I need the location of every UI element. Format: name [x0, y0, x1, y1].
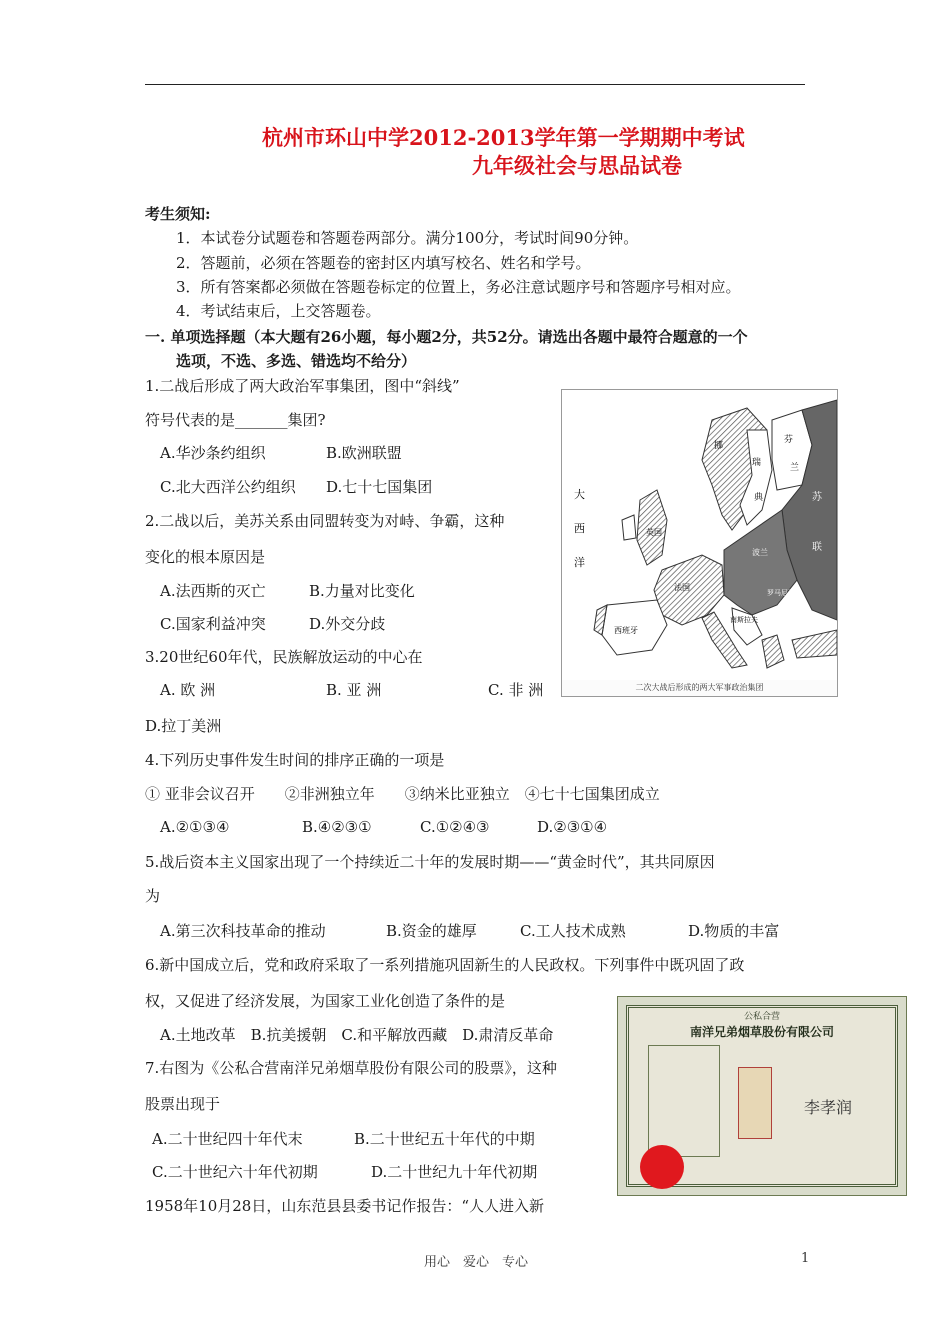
q7-stem: 股票出现于: [145, 1095, 221, 1113]
map-label: 典: [754, 493, 764, 503]
red-seal-stamp: [640, 1145, 684, 1189]
q7-option-c: C.二十世纪六十年代初期: [152, 1163, 318, 1181]
q2-option-a: A.法西斯的灭亡: [160, 582, 266, 600]
europe-map: [562, 390, 837, 680]
map-label: 联: [812, 542, 822, 553]
q3-stem: 3.20世纪60年代，民族解放运动的中心在: [145, 648, 423, 666]
q5-stem: 为: [145, 887, 161, 905]
q4-option-c: C.①②④③: [420, 818, 490, 836]
notice-item: 1．本试卷分试题卷和答题卷两部分。满分100分，考试时间90分钟。: [176, 229, 639, 247]
certificate-left-panel: [648, 1045, 720, 1157]
map-label: 兰: [790, 463, 800, 473]
q3-option-c: C. 非 洲: [488, 681, 544, 699]
page-number: 1: [801, 1251, 810, 1266]
q8-stem-start: 1958年10月28日，山东范县县委书记作报告：“人人进入新: [145, 1197, 545, 1215]
q3-option-a: A. 欧 洲: [160, 681, 216, 699]
q6-stem: 权，又促进了经济发展，为国家工业化创造了条件的是: [145, 992, 506, 1010]
q4-events: ① 亚非会议召开 ②非洲独立年 ③纳米比亚独立 ④七十七国集团成立: [145, 785, 660, 803]
notice-item: 3．所有答案都必须做在答题卷标定的位置上，务必注意试题序号和答题序号相对应。: [176, 278, 741, 296]
q1-option-b: B.欧洲联盟: [326, 444, 402, 462]
exam-title-line2: 九年级社会与思品试卷: [472, 153, 682, 178]
certificate-banner: 公私合营: [743, 1012, 780, 1022]
q4-option-b: B.④②③①: [302, 818, 372, 836]
map-label: 罗马尼亚: [767, 589, 795, 597]
q1-option-a: A.华沙条约组织: [160, 444, 266, 462]
map-label: 波兰: [752, 548, 768, 557]
q2-option-d: D.外交分歧: [309, 615, 386, 633]
map-label: 法国: [674, 583, 690, 592]
map-label: 南斯拉夫: [730, 616, 758, 624]
map-label: 保加利亚: [762, 624, 790, 632]
q5-stem: 5.战后资本主义国家出现了一个持续近二十年的发展时期——“黄金时代”，其共同原因: [145, 853, 715, 871]
map-label: 英国: [646, 528, 662, 537]
q1-option-c: C.北大西洋公约组织: [160, 478, 296, 496]
map-label: 西: [574, 522, 585, 535]
header-rule: [145, 84, 805, 85]
section-heading-line1: 一. 单项选择题（本大题有26小题，每小题2分，共52分。请选出各题中最符合题意的一个: [145, 328, 748, 346]
q7-option-d: D.二十世纪九十年代初期: [371, 1163, 538, 1181]
map-label: 大: [574, 488, 585, 501]
q4-stem: 4.下列历史事件发生时间的排序正确的一项是: [145, 751, 445, 769]
map-label: 芬: [784, 435, 794, 445]
exam-title-line1: 杭州市环山中学2012-2013学年第一学期期中考试: [262, 125, 745, 150]
q7-option-b: B.二十世纪五十年代的中期: [354, 1130, 535, 1148]
q5-option-b: B.资金的雄厚: [386, 922, 477, 940]
map-caption: 二次大战后形成的两大军事政治集团: [635, 683, 764, 692]
certificate-company: 南洋兄弟烟草股份有限公司: [689, 1025, 834, 1039]
q6-stem: 6.新中国成立后，党和政府采取了一系列措施巩固新生的人民政权。下列事件中既巩固了政: [145, 956, 745, 974]
map-label: 瑞: [752, 458, 762, 468]
map-label: 西班牙: [614, 626, 638, 635]
europe-map-figure: [561, 389, 838, 697]
q2-stem: 变化的根本原因是: [145, 548, 266, 566]
q2-option-b: B.力量对比变化: [309, 582, 415, 600]
q7-stem: 7.右图为《公私合营南洋兄弟烟草股份有限公司的股票》，这种: [145, 1059, 557, 1077]
q6-options: A.土地改革 B.抗美援朝 C.和平解放西藏 D.肃清反革命: [160, 1026, 554, 1044]
notice-item: 2．答题前，必须在答题卷的密封区内填写校名、姓名和学号。: [176, 254, 591, 272]
q3-option-b: B. 亚 洲: [326, 681, 382, 699]
q4-option-d: D.②③①④: [537, 818, 608, 836]
section-heading-line2: 选项，不选、多选、错选均不给分）: [176, 352, 417, 370]
q7-option-a: A.二十世纪四十年代末: [152, 1130, 303, 1148]
map-label: 苏: [812, 492, 822, 503]
footer-motto: 用心 爱心 专心: [424, 1255, 529, 1270]
map-label: 洋: [574, 556, 585, 569]
map-label: 挪: [714, 441, 724, 451]
q1-option-d: D.七十七国集团: [326, 478, 433, 496]
q1-stem: 符号代表的是_______集团?: [145, 411, 326, 429]
notice-heading: 考生须知:: [145, 205, 211, 223]
stock-certificate-figure: [617, 996, 907, 1196]
q5-option-a: A.第三次科技革命的推动: [160, 922, 326, 940]
q3-option-d: D.拉丁美洲: [145, 717, 222, 735]
q1-stem: 1.二战后形成了两大政治军事集团，图中“斜线”: [145, 377, 460, 395]
q2-option-c: C.国家利益冲突: [160, 615, 266, 633]
notice-item: 4．考试结束后，上交答题卷。: [176, 302, 381, 320]
q4-option-a: A.②①③④: [160, 818, 230, 836]
q2-stem: 2.二战以后，美苏关系由同盟转变为对峙、争霸，这种: [145, 512, 505, 530]
certificate-seal-box: [738, 1067, 772, 1139]
q5-option-c: C.工人技术成熟: [520, 922, 626, 940]
q5-option-d: D.物质的丰富: [688, 922, 780, 940]
certificate-signature: 李孝润: [804, 1098, 853, 1117]
